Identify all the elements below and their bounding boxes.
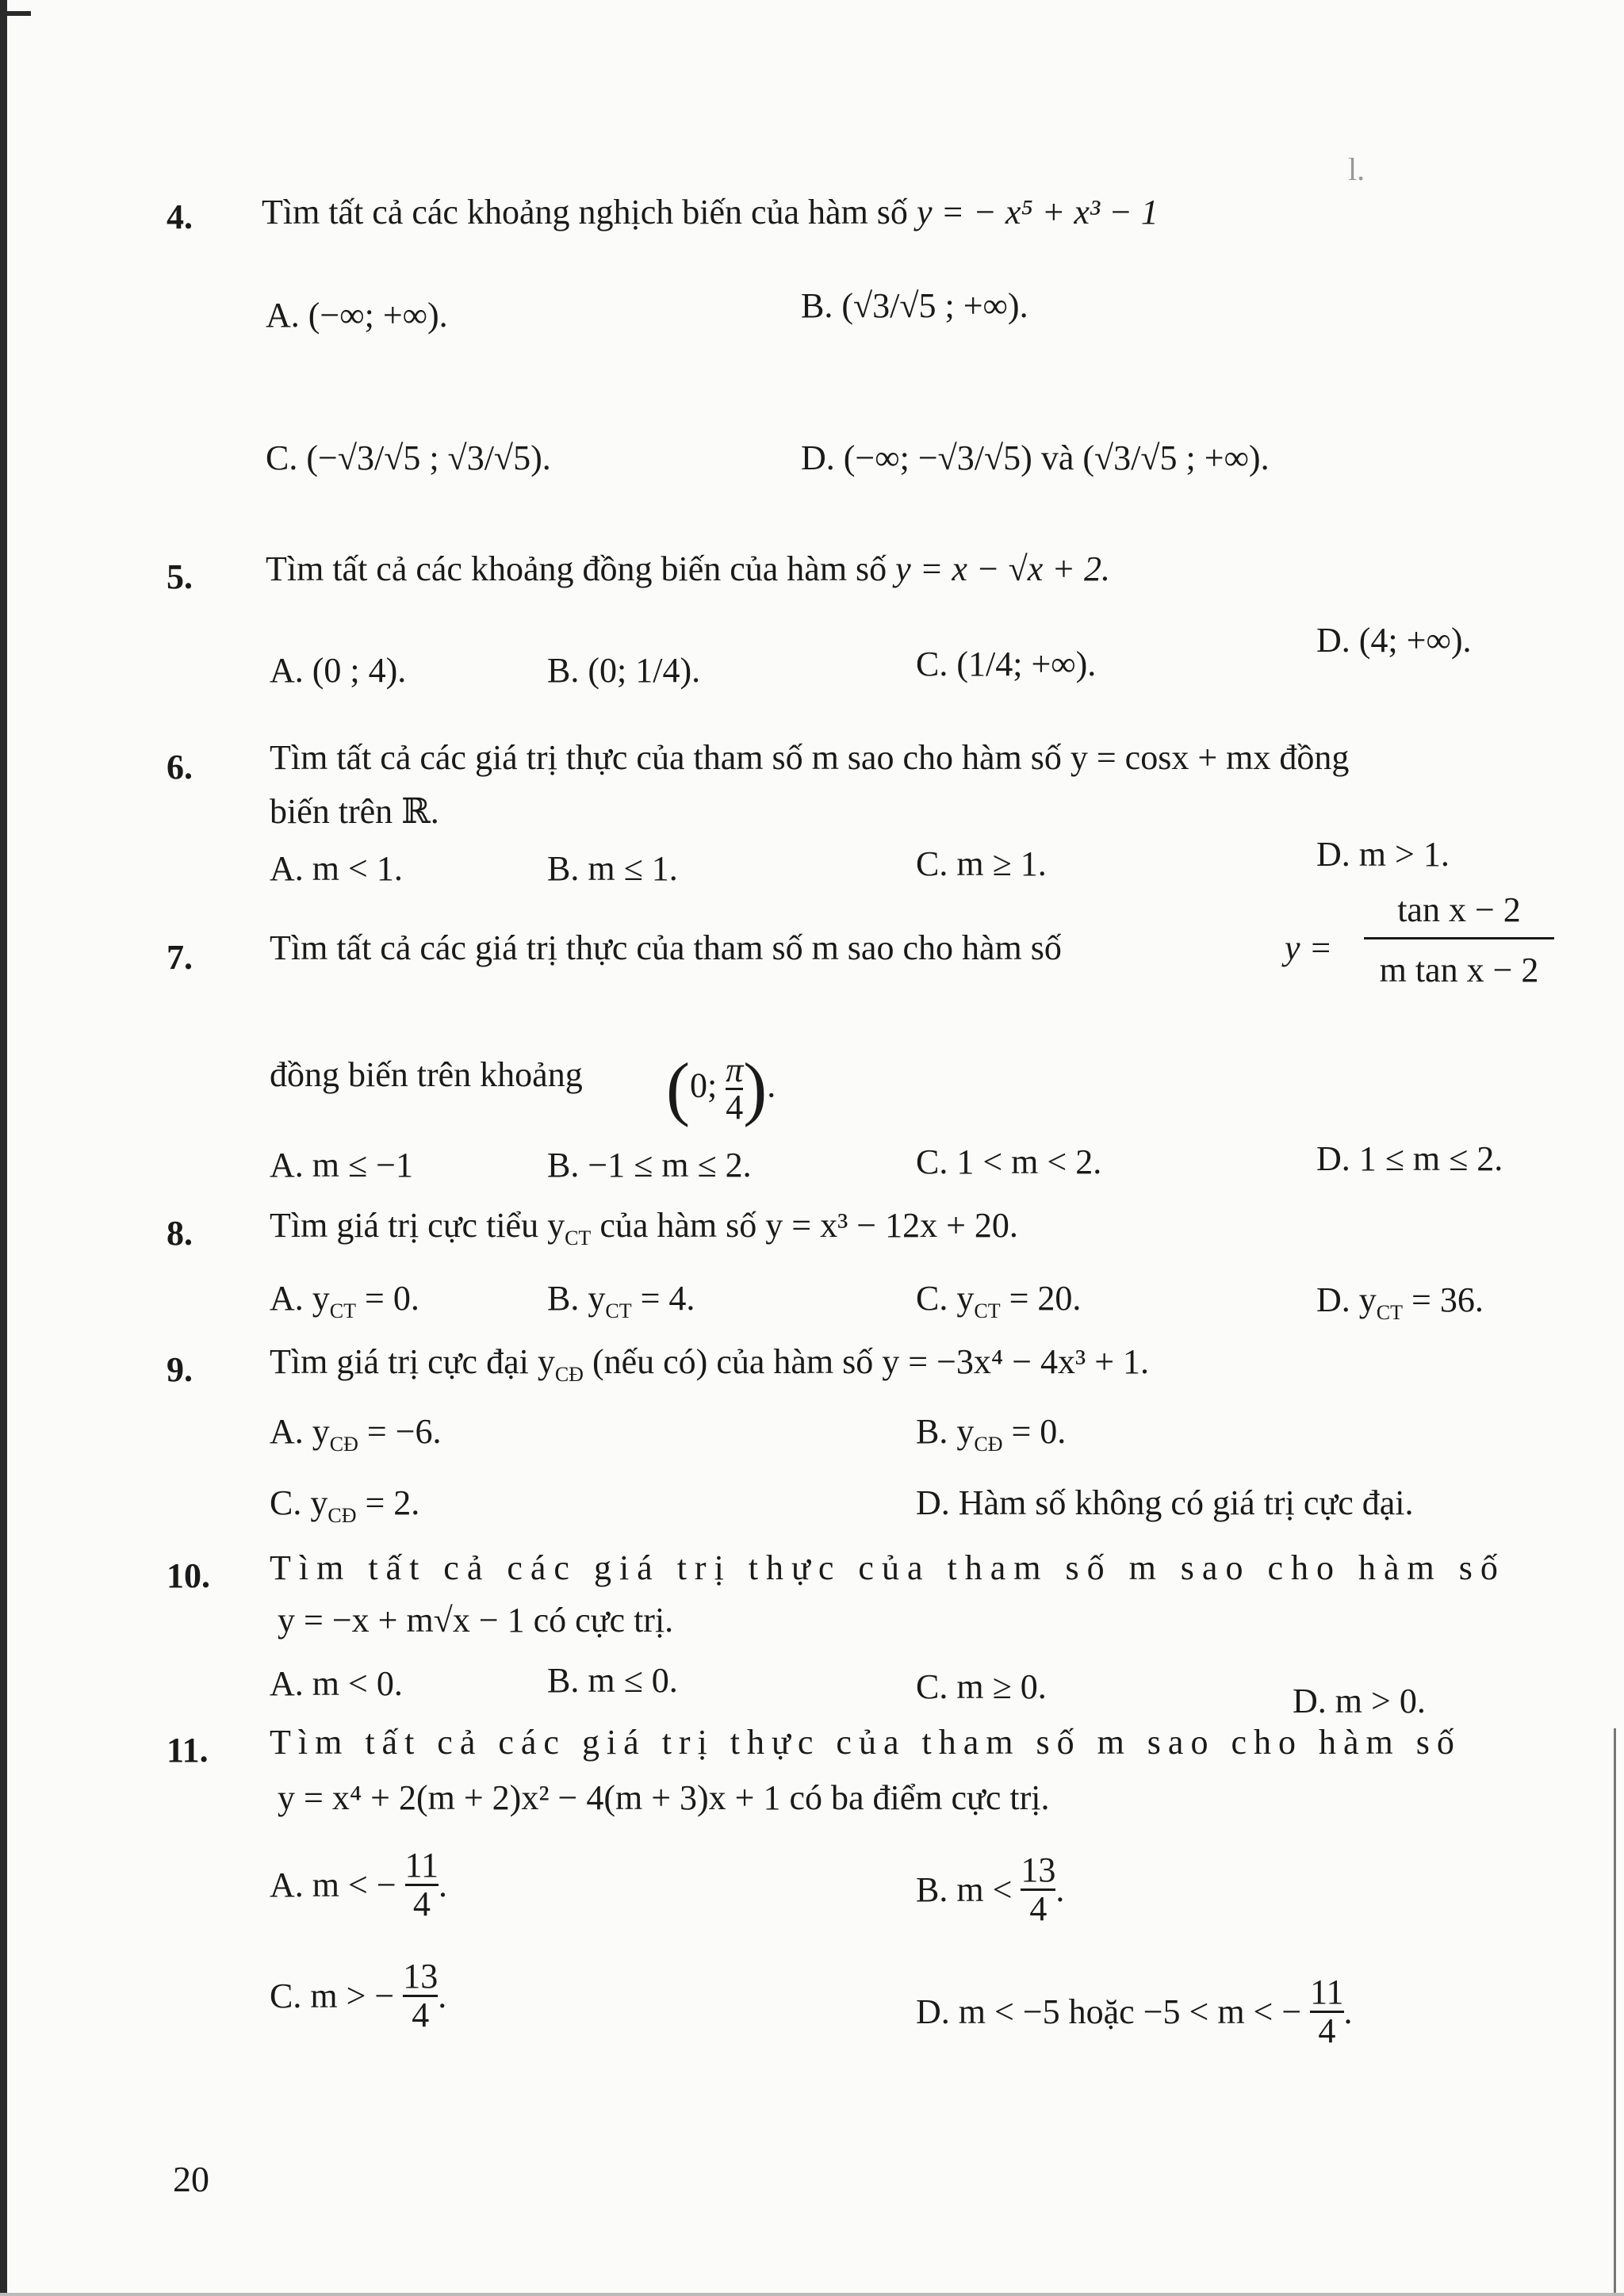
q10-stem-line1: Tìm tất cả các giá trị thực của tham số m sao cho hàm số: [270, 1548, 1506, 1587]
q8-option-a: A. $y_{CT} = 0$.: [270, 1279, 419, 1322]
q10-number: 10.: [167, 1556, 210, 1595]
q6-option-d: D. m > 1.: [1316, 835, 1450, 874]
q7-stem-line2: đồng biến trên khoảng: [270, 1055, 583, 1094]
q8-text-b: của hàm số y = x³ − 12x + 20.: [591, 1206, 1018, 1245]
q6-option-c: C. m ≥ 1.: [916, 844, 1047, 883]
q7-y-equals: y =: [1285, 928, 1333, 967]
q9-option-d: D. Hàm số không có giá trị cực đại.: [916, 1483, 1414, 1522]
q4-text: Tìm tất cả các khoảng nghịch biến của hàm số: [262, 193, 917, 232]
q7-option-d: D. 1 ≤ m ≤ 2.: [1316, 1139, 1503, 1178]
q4-expr: y = − x⁵ + x³ − 1: [916, 193, 1159, 232]
q9-option-a: A. $y_{CĐ} = -6$.: [270, 1412, 442, 1456]
q5-number: 5.: [167, 557, 193, 596]
q9-stem: Tìm giá trị cực đại $y_{CĐ}$ (nếu có) của hàm số y = −3x⁴ − 4x³ + 1.: [270, 1342, 1150, 1386]
q5-option-d: D. (4; +∞).: [1316, 621, 1472, 660]
q10-option-a: A. m < 0.: [270, 1664, 403, 1703]
q4-stem: [262, 190, 1159, 235]
q6-number: 6.: [167, 748, 193, 786]
q11-option-a: A. m < − $\frac{11}{4}$ .: [270, 1846, 448, 1923]
q7-stem: Tìm tất cả các giá trị thực của tham số m sao cho hàm số: [270, 928, 1062, 967]
q6-option-b: B. m ≤ 1.: [547, 849, 678, 888]
q11-number: 11.: [167, 1731, 209, 1770]
scan-right-edge: [1614, 1728, 1616, 2296]
q6-stem-line1: Tìm tất cả các giá trị thực của tham số m sao cho hàm số y = cosx + mx đồng: [270, 738, 1350, 777]
q4-option-d: D. (−∞; −√3/√5) và (√3/√5 ; +∞).: [801, 438, 1270, 477]
q7-numerator: tan x − 2: [1397, 890, 1521, 929]
q6-option-a: A. m < 1.: [270, 849, 403, 888]
q4-option-a: A. (−∞; +∞).: [266, 296, 448, 335]
q7-interval-den: 4: [726, 1088, 744, 1127]
q4-option-b: B. (√3/√5 ; +∞).: [801, 286, 1028, 325]
q8-text: Tìm giá trị cực tiểu y: [270, 1206, 565, 1245]
q9-option-b: B. $y_{CĐ} = 0$.: [916, 1412, 1067, 1456]
q9-number: 9.: [167, 1350, 193, 1389]
q5-option-a: A. (0 ; 4).: [270, 651, 407, 690]
q9-option-c: C. $y_{CĐ} = 2$.: [270, 1483, 420, 1527]
q8-option-b: B. $y_{CT} = 4$.: [547, 1279, 695, 1322]
q7-denominator: m tan x − 2: [1379, 951, 1539, 989]
q7-interval-num: π: [726, 1050, 744, 1089]
scan-left-edge: [0, 0, 7, 2296]
scan-corner-mark: [7, 11, 31, 16]
q10-option-c: C. m ≥ 0.: [916, 1667, 1047, 1706]
q5-option-b: B. (0; 1/4).: [547, 651, 701, 690]
q10-option-d: D. m > 0.: [1293, 1682, 1426, 1720]
page-number: 20: [173, 2159, 209, 2199]
q8-option-d: D. $y_{CT} = 36$.: [1316, 1280, 1484, 1324]
q11-option-c: C. m > − $\frac{13}{4}$ .: [270, 1957, 447, 2034]
q5-stem: [266, 547, 1110, 591]
q10-option-b: B. m ≤ 0.: [547, 1661, 678, 1700]
q4-option-c: C. (−√3/√5 ; √3/√5).: [266, 438, 551, 477]
q11-option-b: B. m < $\frac{13}{4}$ .: [916, 1850, 1065, 1928]
q6-stem-line2: biến trên ℝ.: [270, 792, 439, 831]
q7-option-a: A. m ≤ −1: [270, 1146, 413, 1184]
q7-interval-left: 0;: [689, 1066, 718, 1105]
q11-option-d: D. m < −5 hoặc −5 < m < − $\frac{11}{4}$ .: [916, 1973, 1353, 2050]
q8-sub: CT: [565, 1226, 592, 1249]
q5-option-c: C. (1/4; +∞).: [916, 645, 1097, 683]
q8-stem: [270, 1203, 1018, 1261]
q7-option-b: B. −1 ≤ m ≤ 2.: [547, 1146, 752, 1184]
q7-interval: (0; $\frac{\pi}{4}$ ).: [666, 1049, 776, 1128]
q7-fraction-bar: [1364, 937, 1554, 939]
q4-tail-mark: l.: [1348, 151, 1365, 187]
q8-number: 8.: [167, 1214, 193, 1253]
q5-text: Tìm tất cả các khoảng đồng biến của hàm số: [266, 549, 896, 588]
q5-expr: y = x − √x + 2.: [895, 549, 1110, 588]
scan-bottom-edge: [0, 2293, 1624, 2296]
q8-option-c: C. $y_{CT} = 20$.: [916, 1279, 1082, 1322]
q10-stem-line2: y = −x + m√x − 1 có cực trị.: [278, 1601, 674, 1640]
q11-stem-line1: Tìm tất cả các giá trị thực của tham số m sao cho hàm số: [270, 1723, 1461, 1762]
q11-stem-line2: y = x⁴ + 2(m + 2)x² − 4(m + 3)x + 1 có ba điểm cực trị.: [278, 1778, 1050, 1817]
q7-option-c: C. 1 < m < 2.: [916, 1142, 1102, 1181]
q7-number: 7.: [167, 938, 193, 977]
q4-number: 4.: [167, 197, 193, 236]
